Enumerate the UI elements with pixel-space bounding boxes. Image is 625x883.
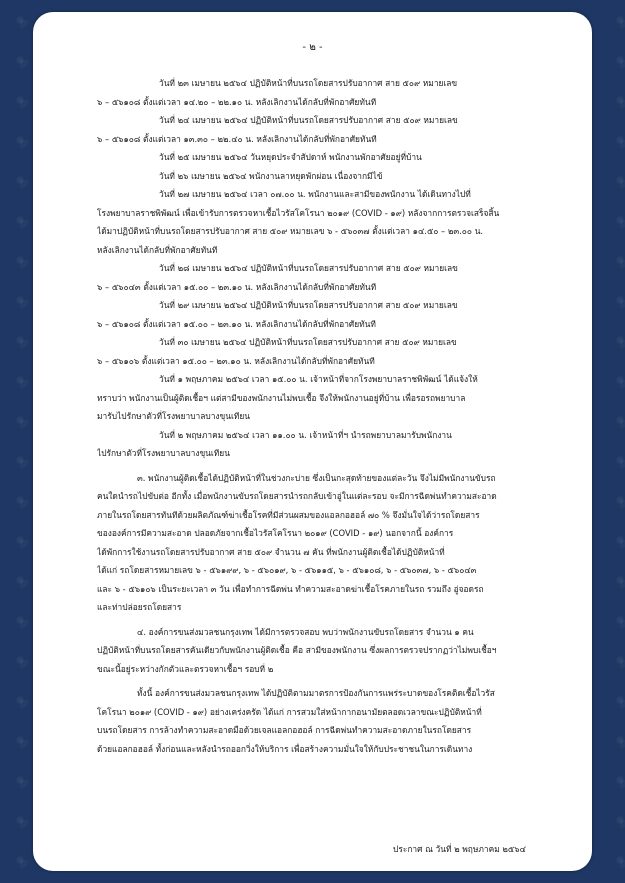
text-line: ได้พักการใช้งานรถโดยสารปรับอากาศ สาย ๕๐๙ จำนวน ๗ คัน ที่พนักงานผู้ติดเชื้อได้ปฏิบัติหน้าที่	[97, 546, 445, 557]
text-line: คนใดนำรถไปขับต่อ อีกทั้ง เมื่อพนักงานขับรถโดยสารนำรถกลับเข้าอู่ในแต่ละรอบ จะมีการฉีดพ่นทำความสะอาด	[97, 491, 497, 501]
paragraph	[97, 148, 565, 167]
paragraph	[97, 623, 565, 679]
text-line: ขององค์การมีความสะอาด ปลอดภัยจากเชื้อไวรัสโคโรนา ๒๐๑๙ (COVID - ๑๙) นอกจากนี้ องค์การ	[97, 528, 454, 538]
text-line: วันที่ ๒ พฤษภาคม ๒๕๖๔ เวลา ๑๑.๐๐ น. เจ้าหน้าที่ฯ นำรถพยาบาลมารับพนักงาน	[159, 429, 452, 440]
text-line: วันที่ ๒๙ เมษายน ๒๕๖๔ ปฏิบัติหน้าที่บนรถโดยสารปรับอากาศ สาย ๕๐๙ หมายเลข	[159, 300, 458, 310]
text-line: วันที่ ๒๗ เมษายน ๒๕๖๔ เวลา ๐๗.๐๐ น. พนักงานและสามีของพนักงาน ได้เดินทางไปที่	[159, 189, 471, 199]
paragraph	[97, 426, 565, 463]
text-line: ๔. องค์การขนส่งมวลชนกรุงเทพ ได้มีการตรวจสอบ พบว่าพนักงานขับรถโดยสาร จำนวน ๑ คน	[137, 626, 474, 637]
text-line: วันที่ ๒๘ เมษายน ๒๕๖๔ ปฏิบัติหน้าที่บนรถโดยสารปรับอากาศ สาย ๕๐๙ หมายเลข	[159, 263, 458, 273]
text-line: วันที่ ๒๖ เมษายน ๒๕๖๔ พนักงานลาหยุดพักผ่อน เนื่องจากมีไข้	[159, 170, 383, 181]
text-line: ๖ – ๕๖๐๔๓ ตั้งแต่เวลา ๑๕.๐๐ – ๒๓.๑๐ น. หลังเลิกงานได้กลับที่พักอาศัยทันที	[97, 281, 377, 292]
text-line: ๖ – ๕๖๑๐๘ ตั้งแต่เวลา ๑๕.๐๐ – ๒๓.๑๐ น. หลังเลิกงานได้กลับที่พักอาศัยทันที	[97, 318, 376, 329]
paragraph	[97, 111, 565, 148]
text-line: วันที่ ๒๓ เมษายน ๒๕๖๔ ปฏิบัติหน้าที่บนรถโดยสารปรับอากาศ สาย ๕๐๙ หมายเลข	[159, 78, 458, 88]
text-line: ขณะนี้อยู่ระหว่างกักตัวและตรวจหาเชื้อฯ รอบที่ ๒	[97, 663, 274, 674]
paragraph	[97, 74, 565, 111]
text-line: ภายในรถโดยสารทันทีด้วยผลิตภัณฑ์ฆ่าเชื้อโรคที่มีส่วนผสมของแอลกอฮอล์ ๗๐ % จึงมั่นใจได้ว่ารถโดยสาร	[97, 509, 480, 520]
text-line: ได้แก่ รถโดยสารหมายเลข ๖ - ๕๖๑๙๙, ๖ - ๕๖๐๑๙, ๖ - ๕๖๑๑๕, ๖ - ๕๖๑๐๘, ๖ - ๕๖๐๓๗, ๖ - ๕๖๐๔๓	[97, 565, 477, 575]
text-line: โรงพยาบาลราชพิพัฒน์ เพื่อเข้ารับการตรวจหาเชื้อไวรัสโคโรนา ๒๐๑๙ (COVID - ๑๙) หลังจากการตรวจเสร็จสิ้น	[97, 207, 500, 218]
text-line: ๖ – ๕๖๑๐๖ ตั้งแต่เวลา ๑๕.๐๐ – ๒๓.๑๐ น. หลังเลิกงานได้กลับที่พักอาศัยทันที	[97, 355, 375, 366]
text-line: วันที่ ๑ พฤษภาคม ๒๕๖๔ เวลา ๑๕.๐๐ น. เจ้าหน้าที่จากโรงพยาบาลราชพิพัฒน์ ได้แจ้งให้	[159, 374, 478, 384]
paragraph	[97, 296, 565, 333]
paragraph	[97, 469, 565, 617]
document-body	[97, 74, 565, 758]
text-line: ทราบว่า พนักงานเป็นผู้ติดเชื้อฯ แต่สามีของพนักงานไม่พบเชื้อ จึงให้พนักงานอยู่ที่บ้าน เพื่อรอรถพยาบาล	[97, 392, 466, 403]
text-line: ๖ – ๕๖๑๐๘ ตั้งแต่เวลา ๑๓.๓๐ – ๒๒.๔๐ น. หลังเลิกงานได้กลับที่พักอาศัยทันที	[97, 133, 377, 144]
text-line: หลังเลิกงานได้กลับที่พักอาศัยทันที	[97, 244, 218, 255]
text-line: มารับไปรักษาตัวที่โรงพยาบาลบางขุนเทียน	[97, 411, 250, 421]
announcement-date: ประกาศ ณ วันที่ ๒ พฤษภาคม ๒๕๖๔	[393, 844, 526, 854]
page-number: - ๒ -	[302, 42, 323, 53]
text-line: และท่าปล่อยรถโดยสาร	[97, 602, 182, 612]
text-line: วันที่ ๓๐ เมษายน ๒๕๖๔ ปฏิบัติหน้าที่บนรถโดยสารปรับอากาศ สาย ๕๐๙ หมายเลข	[159, 337, 457, 347]
paragraph	[97, 259, 565, 296]
text-line: ๖ – ๕๖๑๐๘ ตั้งแต่เวลา ๑๔.๒๐ – ๒๒.๑๐ น. หลังเลิกงานได้กลับที่พักอาศัยทันที	[97, 96, 377, 107]
paragraph	[97, 185, 565, 259]
text-line: บนรถโดยสาร การล้างทำความสะอาดมือด้วยเจลแอลกอฮอล์ การฉีดพ่นทำความสะอาดภายในรถโดยสาร	[97, 725, 472, 735]
document-page	[33, 12, 592, 871]
text-line: ๓. พนักงานผู้ติดเชื้อได้ปฏิบัติหน้าที่ในช่วงกะบ่าย ซึ่งเป็นกะสุดท้ายของแต่ละวัน จึงไม่มีพนักงานขับรถ	[137, 472, 496, 483]
paragraph	[97, 684, 565, 758]
text-line: วันที่ ๒๔ เมษายน ๒๕๖๔ ปฏิบัติหน้าที่บนรถโดยสารปรับอากาศ สาย ๕๐๙ หมายเลข	[159, 115, 458, 125]
paragraph	[97, 370, 565, 426]
text-line: ปฏิบัติหน้าที่บนรถโดยสารคันเดียวกับพนักงานผู้ติดเชื้อ คือ สามีของพนักงาน ซึ่งผลการตรวจปรากฏว่าไม่พบเชื้อฯ	[97, 645, 497, 655]
text-line: โคโรนา ๒๐๑๙ (COVID - ๑๙) อย่างเคร่งครัด ได้แก่ การสวมใส่หน้ากากอนามัยตลอดเวลาขณะปฏิบัติหน้าที่	[97, 706, 482, 717]
text-line: และ ๖ - ๕๖๑๐๖ เป็นระยะเวลา ๓ วัน เพื่อทำการฉีดพ่น ทำความสะอาดฆ่าเชื้อโรคภายในรถ รวมถึง อู่จอดรถ	[97, 583, 484, 594]
text-line: วันที่ ๒๕ เมษายน ๒๕๖๔ วันหยุดประจำสัปดาห์ พนักงานพักอาศัยอยู่ที่บ้าน	[159, 152, 422, 162]
text-line: ไปรักษาตัวที่โรงพยาบาลบางขุนเทียน	[97, 448, 230, 458]
text-line: ด้วยแอลกอฮอล์ ทั้งก่อนและหลังนำรถออกวิ่งให้บริการ เพื่อสร้างความมั่นใจให้กับประชาชนในการเดินทาง	[97, 743, 473, 754]
paragraph	[97, 167, 565, 186]
text-line: ทั้งนี้ องค์การขนส่งมวลชนกรุงเทพ ได้ปฏิบัติตามมาตรการป้องกันการแพร่ระบาดของโรคติดเชื้อไวรัส	[137, 688, 495, 698]
text-line: ได้มาปฏิบัติหน้าที่บนรถโดยสารปรับอากาศ สาย ๕๐๙ หมายเลข ๖ - ๕๖๐๓๗ ตั้งแต่เวลา ๑๔.๕๐ – ๒๓.๐๐ น.	[97, 226, 484, 236]
paragraph	[97, 333, 565, 370]
